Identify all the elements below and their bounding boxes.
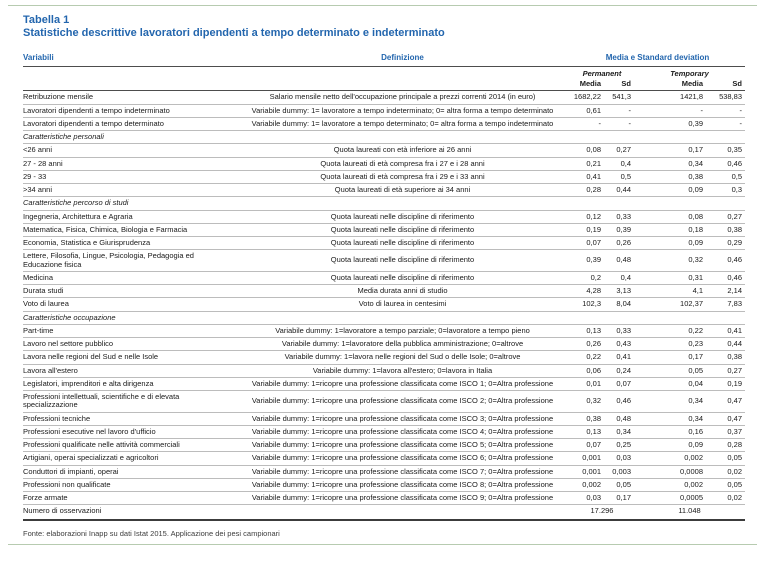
stat-value: 0,21 [570,157,604,170]
top-divider-rule [8,5,757,6]
stat-value: 0,35 [706,144,745,157]
stat-value: 0,05 [706,478,745,491]
row-label: Ingegneria, Architettura e Agraria [23,210,235,223]
table-row [23,223,745,236]
stat-value: 7,83 [706,298,745,311]
stat-header-row [23,79,745,91]
row-definition: Variabile dummy: 1=ricopre una professione classificata come ISCO 2; 0=Altra professione [235,391,570,413]
row-label: Part-time [23,324,235,337]
stat-value: 538,83 [706,91,745,104]
row-definition: Quota laureati nelle discipline di riferimento [235,223,570,236]
row-definition: Variabile dummy: 1=ricopre una professione classificata come ISCO 3; 0=Altra professione [235,412,570,425]
group-header-row [23,66,745,79]
stat-value: 0,48 [604,250,634,272]
stat-value: 0,33 [604,324,634,337]
stat-value: 0,0008 [634,465,706,478]
row-definition: Variabile dummy: 1=ricopre una professione classificata come ISCO 7; 0=Altra professione [235,465,570,478]
stat-value: 0,001 [570,465,604,478]
row-definition: Quota laureati nelle discipline di riferimento [235,237,570,250]
stat-value: 0,19 [706,377,745,390]
row-label: Lavoratori dipendenti a tempo indeterminato [23,104,235,117]
header-sd-permanent: Sd [604,79,634,91]
stat-value: 0,32 [570,391,604,413]
stat-value: 0,05 [706,452,745,465]
table-row [23,144,745,157]
stat-value: 0,17 [634,144,706,157]
stat-value: 0,33 [604,210,634,223]
stat-value: 0,28 [570,184,604,197]
row-definition: Variabile dummy: 1=ricopre una professione classificata come ISCO 9; 0=Altra professione [235,492,570,505]
stat-value: 0,47 [706,412,745,425]
stat-value: 102,3 [570,298,604,311]
stat-value: 0,34 [604,425,634,438]
stat-value: 0,17 [604,492,634,505]
stat-value: 0,44 [604,184,634,197]
stat-value: 102,37 [634,298,706,311]
stat-value: 0,47 [706,391,745,413]
stat-value: 0,03 [604,452,634,465]
header-temporary: Temporary [670,68,709,78]
row-label: Medicina [23,271,235,284]
stat-value: 0,28 [706,439,745,452]
stat-value: 2,14 [706,285,745,298]
observations-permanent: 17.296 [570,505,634,520]
table-row [23,478,745,491]
stat-value: 0,13 [570,425,604,438]
table-row [23,377,745,390]
table-row [23,285,745,298]
row-label: Retribuzione mensile [23,91,235,104]
stat-value: 0,4 [604,157,634,170]
stat-value: - [604,104,634,117]
source-note: Fonte: elaborazioni Inapp su dati Istat 2015. Applicazione dei pesi campionari [23,528,280,538]
table-row [23,351,745,364]
stat-value: 0,31 [634,271,706,284]
row-definition: Variabile dummy: 1=lavora nelle regioni del Sud o delle Isole; 0=altrove [235,351,570,364]
row-definition: Salario mensile netto dell'occupazione principale a prezzi correnti 2014 (in euro) [235,91,570,104]
table-row [23,338,745,351]
header-definizione: Definizione [235,52,570,66]
section-label: Caratteristiche occupazione [23,311,745,324]
stat-value: 0,05 [604,478,634,491]
row-label: Lavora nelle regioni del Sud e nelle Isole [23,351,235,364]
stat-value: 0,07 [570,439,604,452]
row-definition: Variabile dummy: 1=ricopre una professione classificata come ISCO 4; 0=Altra professione [235,425,570,438]
row-label: Artigiani, operai specializzati e agricoltori [23,452,235,465]
observations-temporary: 11.048 [634,505,745,520]
stat-value: 0,01 [570,377,604,390]
spacer-cell [23,79,235,91]
row-definition: Variabile dummy: 1=lavoratore della pubblica amministrazione; 0=altrove [235,338,570,351]
row-label: Economia, Statistica e Giurisprudenza [23,237,235,250]
table-row [23,237,745,250]
stat-value: 0,07 [570,237,604,250]
stat-value: 0,2 [570,271,604,284]
table-row [23,184,745,197]
row-definition: Variabile dummy: 1=ricopre una professione classificata come ISCO 6; 0=Altra professione [235,452,570,465]
row-label: Durata studi [23,285,235,298]
stat-value: 0,002 [634,478,706,491]
stat-value: - [570,117,604,130]
table-row [23,439,745,452]
totals-row [23,505,745,520]
stat-value: 4,1 [634,285,706,298]
table-subtitle: Statistiche descrittive lavoratori dipendenti a tempo determinato e indeterminato [23,27,445,39]
row-label: Legislatori, imprenditori e alta dirigenza [23,377,235,390]
stat-value: - [706,117,745,130]
stat-value: 0,34 [634,157,706,170]
stat-value: 0,25 [604,439,634,452]
row-label: Matematica, Fisica, Chimica, Biologia e Farmacia [23,223,235,236]
spacer-cell [235,66,570,79]
header-permanent: Permanent [582,68,622,78]
header-variabili: Variabili [23,52,235,66]
table-row [23,170,745,183]
stat-value: 0,18 [634,223,706,236]
row-label: Lavoratori dipendenti a tempo determinato [23,117,235,130]
stat-value: 0,12 [570,210,604,223]
table-row [23,412,745,425]
stat-value: 0,08 [634,210,706,223]
row-definition: Variabile dummy: 1=lavora all'estero; 0=lavora in Italia [235,364,570,377]
row-label: Professioni qualificate nelle attività commerciali [23,439,235,452]
row-label: <26 anni [23,144,235,157]
table-row [23,250,745,272]
stat-value: 0,5 [706,170,745,183]
stat-value: 0,08 [570,144,604,157]
stat-value: 0,34 [634,412,706,425]
table-row [23,117,745,130]
stat-value: 0,26 [570,338,604,351]
table-row [23,298,745,311]
stat-value: - [634,104,706,117]
stat-value: 0,39 [604,223,634,236]
row-label: Lavora all'estero [23,364,235,377]
stat-value: 0,03 [570,492,604,505]
header-media-temporary: Media [634,79,706,91]
row-definition: Quota laureati di età compresa fra i 29 e i 33 anni [235,170,570,183]
row-label: Professioni esecutive nel lavoro d'ufficio [23,425,235,438]
section-row [23,197,745,210]
stat-value: 0,26 [604,237,634,250]
stat-value: 0,43 [604,338,634,351]
row-definition: Quota laureati con età inferiore ai 26 anni [235,144,570,157]
row-definition [235,505,570,520]
spacer-cell [23,66,235,79]
stat-value: 0,39 [634,117,706,130]
row-label: 29 - 33 [23,170,235,183]
stat-value: 0,46 [604,391,634,413]
stat-value: - [604,117,634,130]
row-label: 27 - 28 anni [23,157,235,170]
row-label: Professioni non qualificate [23,478,235,491]
row-definition: Variabile dummy: 1= lavoratore a tempo determinato; 0= altra forma a tempo indeterminato [235,117,570,130]
stat-value: 0,4 [604,271,634,284]
row-definition: Quota laureati nelle discipline di riferimento [235,210,570,223]
stat-value: 0,13 [570,324,604,337]
stat-value: 0,27 [706,210,745,223]
table-row [23,364,745,377]
stat-value: 0,41 [706,324,745,337]
row-definition: Quota laureati nelle discipline di riferimento [235,250,570,272]
stat-value: 0,06 [570,364,604,377]
stat-value: 0,5 [604,170,634,183]
stat-value: 0,27 [604,144,634,157]
stat-value: 3,13 [604,285,634,298]
stat-value: 0,39 [570,250,604,272]
row-definition: Quota laureati di età superiore ai 34 anni [235,184,570,197]
table-row [23,492,745,505]
row-definition: Variabile dummy: 1=ricopre una professione classificata come ISCO 1; 0=Altra professione [235,377,570,390]
table-row [23,210,745,223]
statistics-table [23,52,745,521]
stat-value: 0,22 [634,324,706,337]
stat-value: 0,46 [706,271,745,284]
stat-value: 0,41 [604,351,634,364]
row-label: Professioni intellettuali, scientifiche e di elevata specializzazione [23,391,235,413]
stat-value: 0,34 [634,391,706,413]
table-head [23,52,745,91]
title-block [23,14,745,40]
row-definition: Variabile dummy: 1=lavoratore a tempo parziale; 0=lavoratore a tempo pieno [235,324,570,337]
stat-value: 0,09 [634,184,706,197]
table-row [23,324,745,337]
row-label: Voto di laurea [23,298,235,311]
table-row [23,104,745,117]
table-row [23,452,745,465]
stat-value: 0,003 [604,465,634,478]
stat-value: 0,002 [570,478,604,491]
stat-value: 0,04 [634,377,706,390]
table-row [23,91,745,104]
row-label: Forze armate [23,492,235,505]
stat-value: 0,09 [634,439,706,452]
table-body [23,91,745,520]
section-row [23,311,745,324]
row-label: Conduttori di impianti, operai [23,465,235,478]
row-definition: Variabile dummy: 1=ricopre una professione classificata come ISCO 8; 0=Altra professione [235,478,570,491]
row-definition: Quota laureati nelle discipline di riferimento [235,271,570,284]
stat-value: 0,02 [706,465,745,478]
stat-value: 0,32 [634,250,706,272]
stat-value: 0,16 [634,425,706,438]
header-stats-group: Media e Standard deviation [570,52,745,66]
stat-value: 0,002 [634,452,706,465]
stat-value: 541,3 [604,91,634,104]
stat-value: 0,38 [570,412,604,425]
stat-value: 1421,8 [634,91,706,104]
stat-value: 0,41 [570,170,604,183]
stat-value: 8,04 [604,298,634,311]
spacer-cell [235,79,570,91]
table-row [23,425,745,438]
header-media-permanent: Media [570,79,604,91]
stat-value: 0,07 [604,377,634,390]
stat-value: 0,37 [706,425,745,438]
row-label: Professioni tecniche [23,412,235,425]
stat-value: 0,44 [706,338,745,351]
row-definition: Variabile dummy: 1= lavoratore a tempo indeterminato; 0= altra forma a tempo determinato [235,104,570,117]
row-label: Lettere, Filosofia, Lingue, Psicologia, Pedagogia ed Educazione fisica [23,250,235,272]
row-label: Numero di osservazioni [23,505,235,520]
stat-value: 0,17 [634,351,706,364]
stat-value: 0,22 [570,351,604,364]
stat-value: 0,46 [706,157,745,170]
stat-value: 4,28 [570,285,604,298]
bottom-divider-rule [8,544,757,545]
table-row [23,391,745,413]
table-number-title: Tabella 1 [23,14,70,26]
stat-value: 1682,22 [570,91,604,104]
row-label: Lavoro nel settore pubblico [23,338,235,351]
table-row [23,465,745,478]
stat-value: 0,24 [604,364,634,377]
row-definition: Voto di laurea in centesimi [235,298,570,311]
stat-value: 0,001 [570,452,604,465]
stat-value: 0,61 [570,104,604,117]
section-label: Caratteristiche personali [23,131,745,144]
row-definition: Quota laureati di età compresa fra i 27 e i 28 anni [235,157,570,170]
table-row [23,271,745,284]
stat-value: 0,27 [706,364,745,377]
stat-value: 0,19 [570,223,604,236]
stat-value: 0,29 [706,237,745,250]
row-label: >34 anni [23,184,235,197]
stat-value: 0,3 [706,184,745,197]
stat-value: 0,23 [634,338,706,351]
stat-value: 0,05 [634,364,706,377]
stat-value: 0,48 [604,412,634,425]
column-header-row [23,52,745,66]
stat-value: 0,38 [634,170,706,183]
table-row [23,157,745,170]
row-definition: Media durata anni di studio [235,285,570,298]
section-label: Caratteristiche percorso di studi [23,197,745,210]
stat-value: 0,09 [634,237,706,250]
stat-value: 0,0005 [634,492,706,505]
section-row [23,131,745,144]
stat-value: 0,02 [706,492,745,505]
row-definition: Variabile dummy: 1=ricopre una professione classificata come ISCO 5; 0=Altra professione [235,439,570,452]
header-sd-temporary: Sd [706,79,745,91]
stat-value: 0,38 [706,223,745,236]
stat-value: 0,38 [706,351,745,364]
stat-value: - [706,104,745,117]
stat-value: 0,46 [706,250,745,272]
